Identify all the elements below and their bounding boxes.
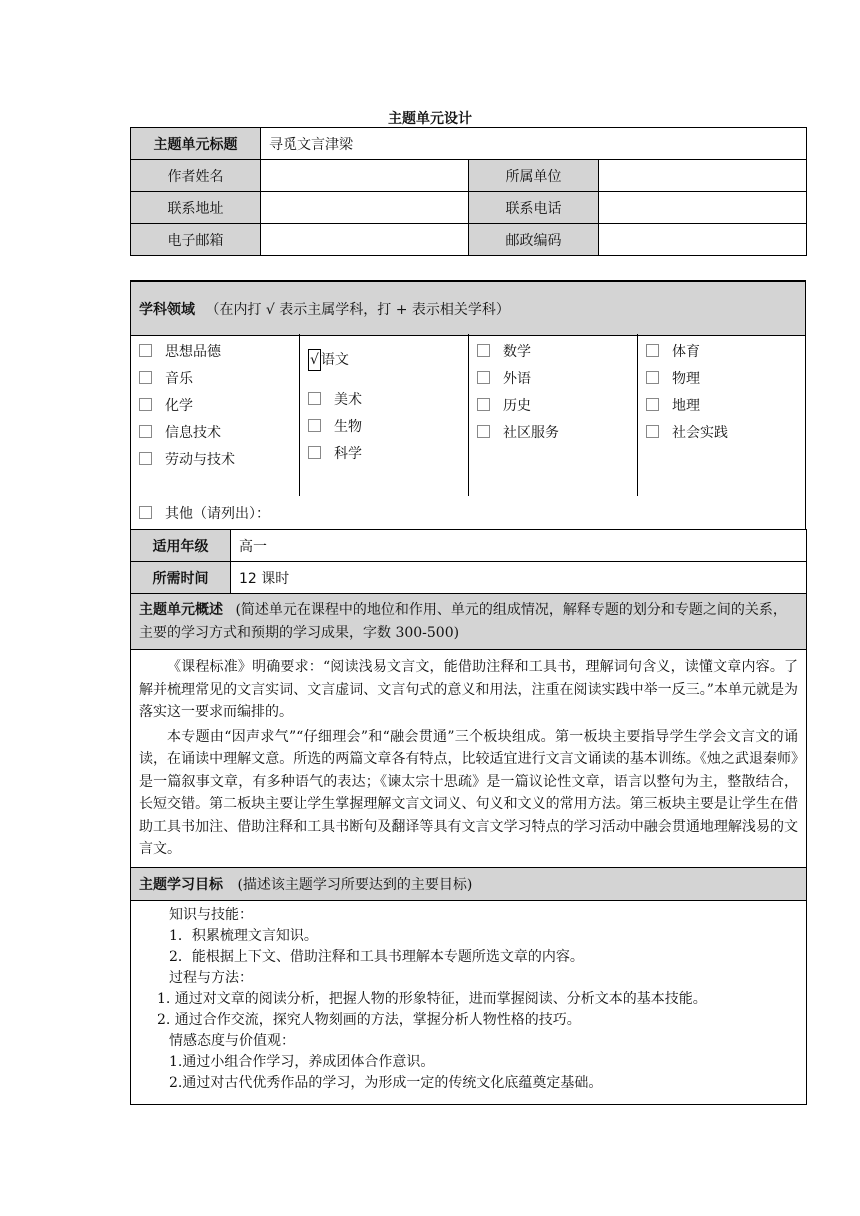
goal-line: 2. 通过合作交流，探究人物刻画的方法，掌握分析人物性格的技巧。 xyxy=(157,1011,581,1028)
page-title: 主题单元设计 xyxy=(388,111,472,127)
subject-item[interactable]: 物理 xyxy=(646,366,728,393)
subject-item[interactable]: 劳动与技术 xyxy=(139,447,235,474)
overview-heading: 主题单元概述 xyxy=(139,602,223,618)
subject-item[interactable]: 外语 xyxy=(477,366,559,393)
address-value[interactable] xyxy=(261,192,469,224)
email-value[interactable] xyxy=(261,224,469,256)
author-value[interactable] xyxy=(261,160,469,192)
theme-title-value[interactable]: 寻觅文言津梁 xyxy=(261,128,807,160)
time-value[interactable]: 12 课时 xyxy=(231,562,807,594)
overview-paragraph: 本专题由“因声求气”“仔细理会”和“融会贯通”三个板块组成。第一板块主要指导学生学会文言文的诵读，在诵读中理解文意。所选的两篇文章各有特点，比较适宜进行文言文诵读的基本训练。《烛之武退秦师》是一篇叙事文章，有多种语气的表达；《谏太宗十思疏》是一篇议论性文章，语言以整句为主，整散结合，长短交错。第二板块主要让学生掌握理解文言文词义、句义和文义的常用方法。第三板块主要是让学生在借助工具书加注、借助注释和工具书断句及翻译等具有文言文学习特点的学习活动中融会贯通地理解浅易的文言文。 xyxy=(139,728,798,857)
subject-item[interactable]: 化学 xyxy=(139,393,235,420)
checkbox-icon xyxy=(139,425,152,438)
subject-other[interactable]: 其他（请列出）： xyxy=(139,503,270,523)
subject-item[interactable]: 体育 xyxy=(646,339,728,366)
subject-item[interactable]: 数学 xyxy=(477,339,559,366)
checkbox-icon xyxy=(646,425,659,438)
subject-heading: 学科领域 xyxy=(139,302,195,318)
subject-item[interactable]: 思想品德 xyxy=(139,339,235,366)
goal-line: 2．能根据上下文、借助注释和工具书理解本专题所选文章的内容。 xyxy=(169,948,584,965)
subject-item[interactable]: 历史 xyxy=(477,393,559,420)
goal-line: 情感态度与价值观： xyxy=(169,1032,295,1049)
goal-line: 1.通过小组合作学习，养成团体合作意识。 xyxy=(169,1053,435,1070)
goal-line: 1．积累梳理文言知识。 xyxy=(169,927,318,944)
goals-hint: (描述该主题学习所要达到的主要目标) xyxy=(237,876,473,893)
overview-body[interactable] xyxy=(131,650,807,868)
email-label: 电子邮箱 xyxy=(131,224,261,256)
checkbox-icon xyxy=(477,398,490,411)
subject-hint: （在内打 √ 表示主属学科，打 + 表示相关学科） xyxy=(205,302,510,318)
goal-line: 1. 通过对文章的阅读分析，把握人物的形象特征，进而掌握阅读、分析文本的基本技能。 xyxy=(157,990,707,1007)
checkbox-icon xyxy=(139,506,152,519)
goals-body[interactable] xyxy=(131,900,807,1104)
checkbox-icon xyxy=(308,446,321,459)
overview-hint: (简述单元在课程中的地位和作用、单元的组成情况，解释专题的划分和专题之间的关系，主要的学习方式和预期的学习成果，字数 300-500) xyxy=(139,602,787,641)
checkbox-icon xyxy=(139,452,152,465)
org-label: 所属单位 xyxy=(469,160,599,192)
checkbox-icon xyxy=(139,344,152,357)
phone-label: 联系电话 xyxy=(469,192,599,224)
grade-label: 适用年级 xyxy=(131,530,231,562)
subject-item[interactable]: 信息技术 xyxy=(139,420,235,447)
subject-item[interactable]: 生物 xyxy=(308,414,362,441)
checkbox-icon xyxy=(477,425,490,438)
time-label: 所需时间 xyxy=(131,562,231,594)
phone-value[interactable] xyxy=(599,192,807,224)
checkbox-icon xyxy=(139,371,152,384)
checkbox-icon xyxy=(646,398,659,411)
author-label: 作者姓名 xyxy=(131,160,261,192)
checkbox-icon xyxy=(308,419,321,432)
subject-item[interactable]: 社会实践 xyxy=(646,420,728,447)
checkbox-icon xyxy=(139,398,152,411)
subject-item[interactable]: 美术 xyxy=(308,387,362,414)
checkmark-icon: √ xyxy=(310,352,319,368)
address-label: 联系地址 xyxy=(131,192,261,224)
postcode-label: 邮政编码 xyxy=(469,224,599,256)
subject-item[interactable]: 音乐 xyxy=(139,366,235,393)
checkbox-icon xyxy=(646,344,659,357)
goal-line: 过程与方法： xyxy=(169,969,253,986)
info-table xyxy=(130,127,807,256)
subject-header xyxy=(130,280,806,336)
theme-title-label: 主题单元标题 xyxy=(131,128,261,160)
subject-item[interactable]: 社区服务 xyxy=(477,420,559,447)
subject-item[interactable]: 地理 xyxy=(646,393,728,420)
postcode-value[interactable] xyxy=(599,224,807,256)
grade-value[interactable]: 高一 xyxy=(231,530,807,562)
overview-paragraph: 《课程标准》明确要求：“阅读浅易文言文，能借助注释和工具书，理解词句含义，读懂文章内容。了解并梳理常见的文言实词、文言虚词、文言句式的意义和用法，注重在阅读实践中举一反三。”本单元就是为落实这一要求而编排的。 xyxy=(139,659,798,720)
subject-item[interactable]: 科学 xyxy=(308,441,362,468)
checkbox-icon xyxy=(646,371,659,384)
checkbox-icon xyxy=(477,344,490,357)
goal-line: 知识与技能： xyxy=(169,906,253,923)
subject-checkbox-area xyxy=(130,334,806,529)
subject-item-checked[interactable]: √ 语文 xyxy=(308,347,362,387)
details-table xyxy=(130,529,807,1105)
goals-heading: 主题学习目标 xyxy=(139,876,223,893)
org-value[interactable] xyxy=(599,160,807,192)
goal-line: 2.通过对古代优秀作品的学习，为形成一定的传统文化底蕴奠定基础。 xyxy=(169,1074,603,1091)
checkbox-icon xyxy=(308,392,321,405)
checked-box xyxy=(308,349,321,371)
checkbox-icon xyxy=(477,371,490,384)
goals-header xyxy=(131,867,807,900)
overview-header xyxy=(131,594,807,650)
